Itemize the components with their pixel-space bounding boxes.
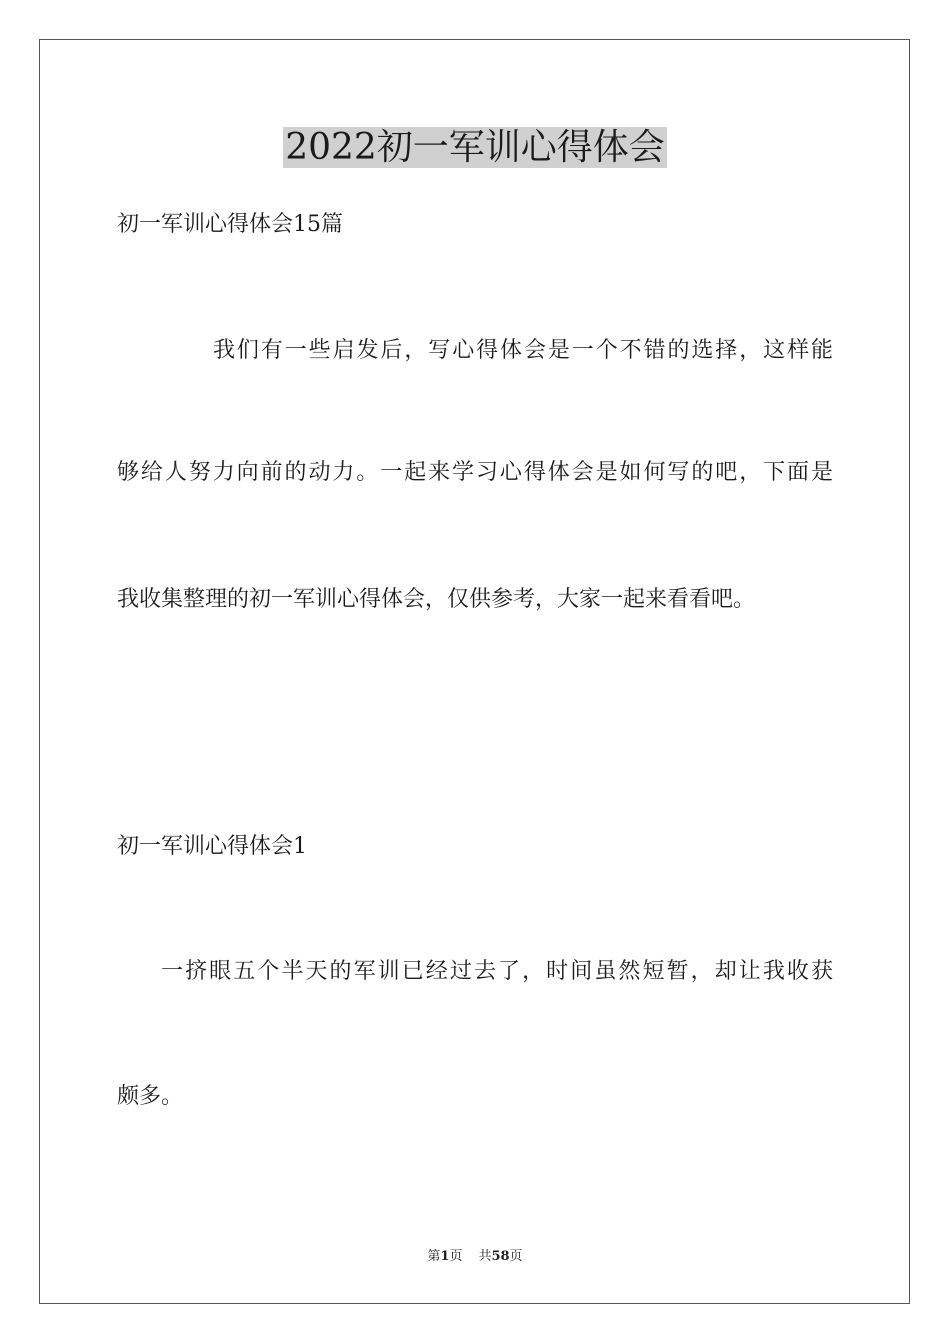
page-footer [0, 1248, 950, 1266]
footer-total-pages: 58 [491, 1249, 510, 1264]
document-title-text: 2022初一军训心得体会 [285, 127, 665, 168]
footer-page-prefix: 第 [427, 1249, 441, 1264]
footer-total-suffix: 页 [509, 1249, 523, 1264]
footer-total-prefix: 共 [478, 1249, 492, 1264]
document-subtitle: 初一军训心得体会15篇 [117, 212, 343, 237]
intro-line-2: 够给人努力向前的动力。一起来学习心得体会是如何写的吧，下面是 [117, 460, 833, 485]
section-heading: 初一军训心得体会1 [117, 834, 307, 859]
document-title [0, 126, 950, 170]
intro-line-1: 我们有一些启发后，写心得体会是一个不错的选择，这样能 [213, 338, 833, 363]
footer-page-suffix: 页 [449, 1249, 463, 1264]
intro-line-3: 我收集整理的初一军训心得体会，仅供参考，大家一起来看看吧。 [117, 587, 756, 612]
footer-page-number: 1 [440, 1249, 450, 1264]
body-line-2: 颇多。 [117, 1084, 184, 1109]
body-line-1: 一挤眼五个半天的军训已经过去了，时间虽然短暂，却让我收获 [161, 959, 833, 984]
